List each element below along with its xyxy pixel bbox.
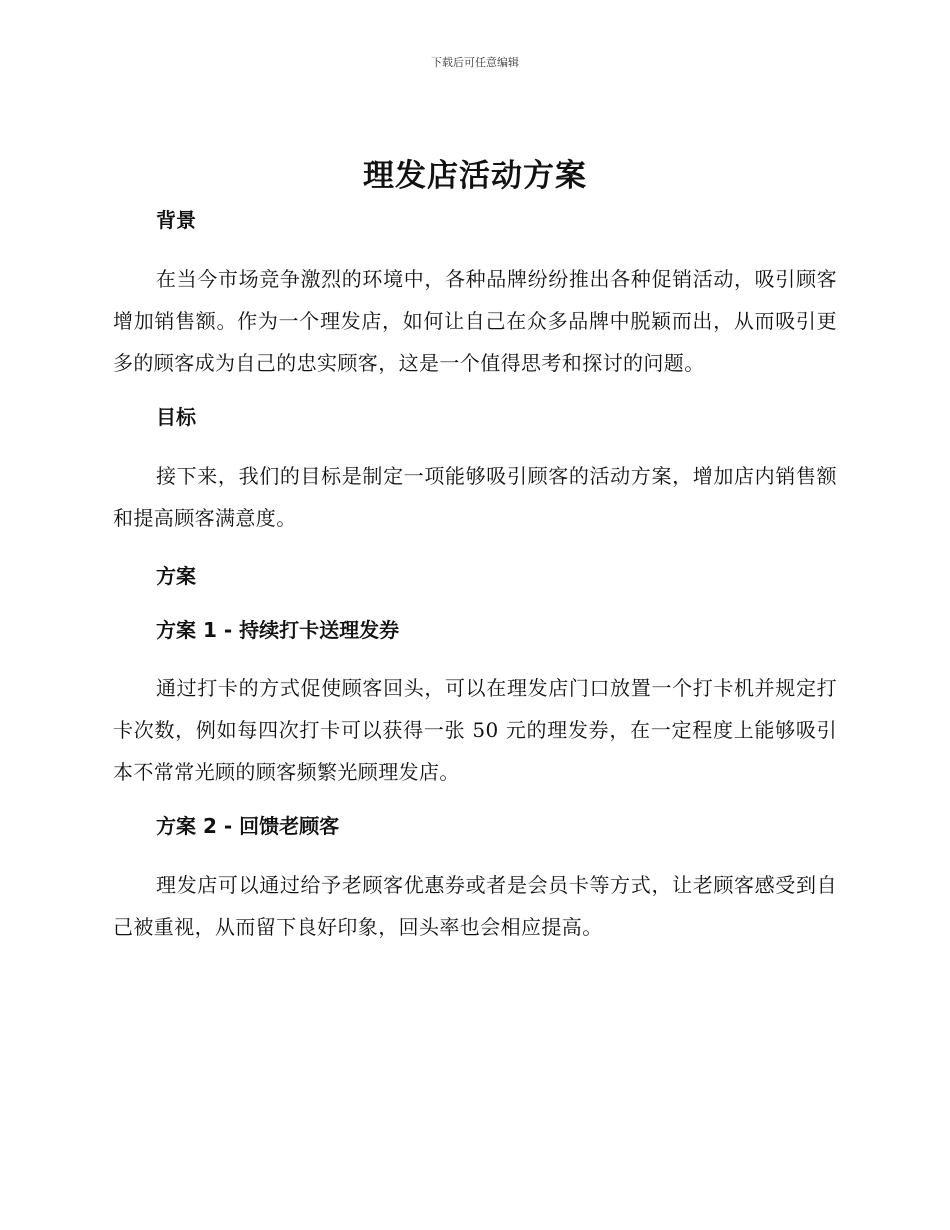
section-heading-goal: 目标 xyxy=(156,405,196,429)
document-body xyxy=(113,205,837,948)
section-heading-background: 背景 xyxy=(156,208,196,232)
document-title: 理发店活动方案 xyxy=(363,158,587,194)
section-heading-plan: 方案 xyxy=(156,564,196,588)
paragraph-plan2: 理发店可以通过给予老顾客优惠券或者是会员卡等方式，让老顾客感受到自己被重视，从而留下良好印象，回头率也会相应提高。 xyxy=(113,873,837,939)
section-heading-plan2: 方案 2 - 回馈老顾客 xyxy=(156,814,340,838)
paragraph-goal: 接下来，我们的目标是制定一项能够吸引顾客的活动方案，增加店内销售额和提高顾客满意度。 xyxy=(113,464,837,530)
section-heading-plan1: 方案 1 - 持续打卡送理发券 xyxy=(156,618,400,642)
page-header-note: 下载后可任意编辑 xyxy=(431,56,519,69)
paragraph-background: 在当今市场竞争激烈的环境中，各种品牌纷纷推出各种促销活动，吸引顾客增加销售额。作为一个理发店，如何让自己在众多品牌中脱颖而出，从而吸引更多的顾客成为自己的忠实顾客，这是一个值得思考和探讨的问题。 xyxy=(113,267,837,375)
paragraph-plan1: 通过打卡的方式促使顾客回头，可以在理发店门口放置一个打卡机并规定打卡次数，例如每四次打卡可以获得一张 50 元的理发券，在一定程度上能够吸引本不常常光顾的顾客频繁光顾理发店。 xyxy=(113,676,837,784)
